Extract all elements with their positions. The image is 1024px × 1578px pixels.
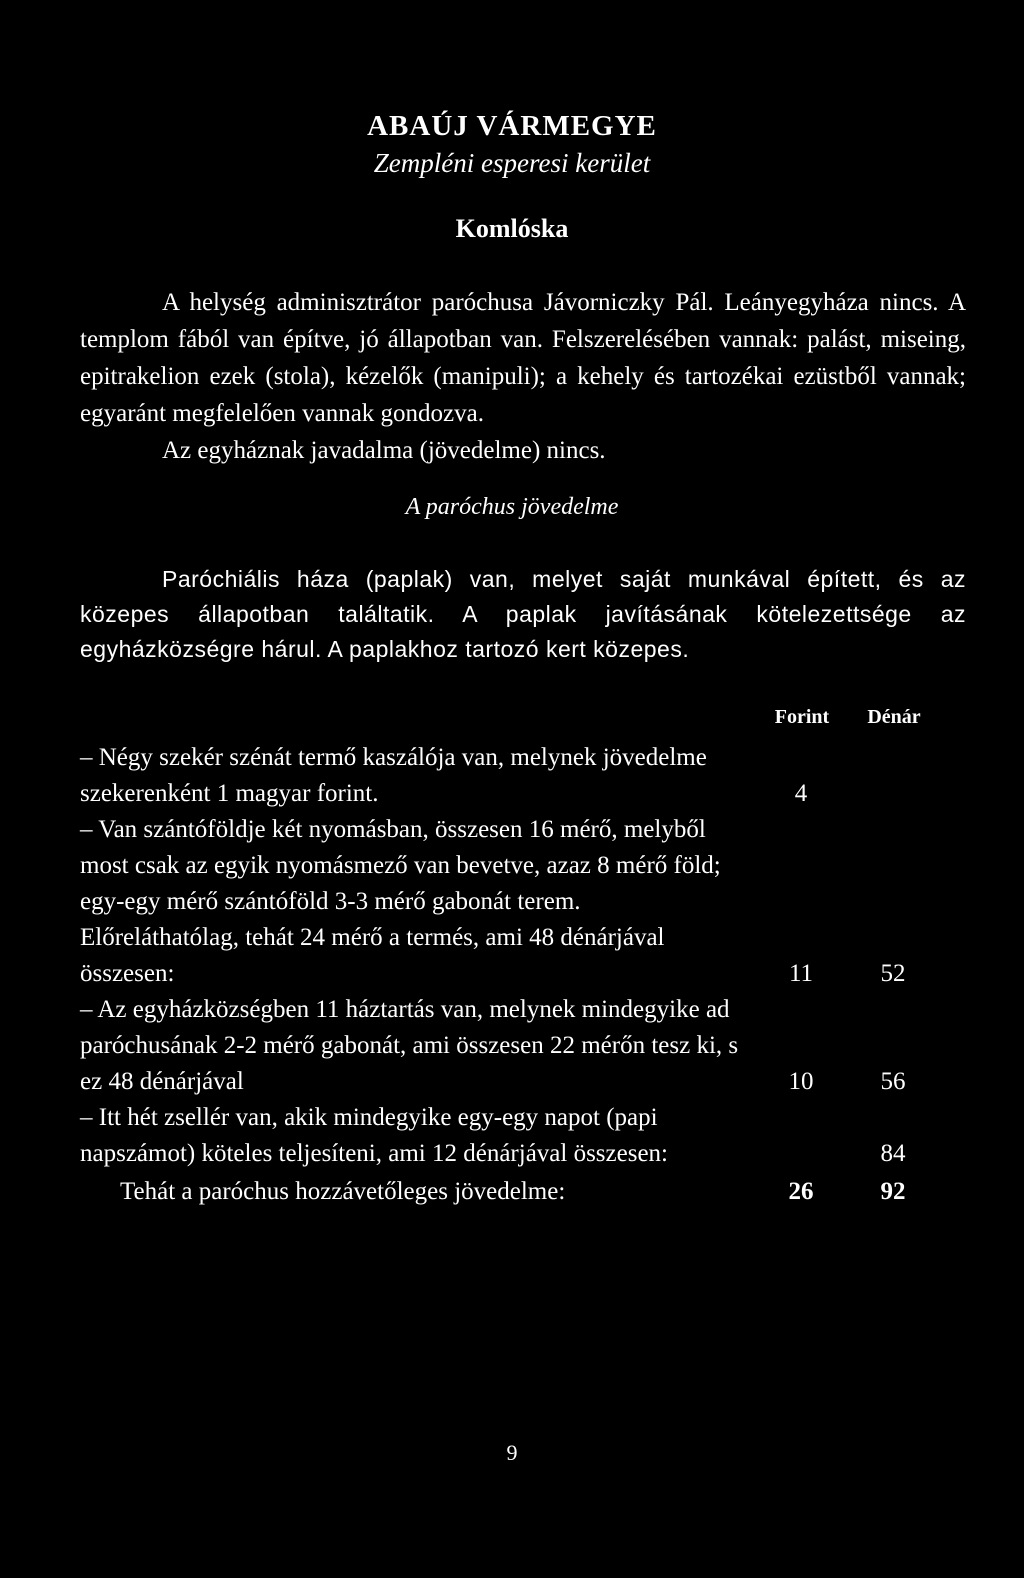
page-number: 9: [506, 1440, 518, 1465]
income-entry-denar: 56: [880, 1068, 906, 1095]
intro-income-text: Az egyháznak javadalma (jövedelme) nincs.: [162, 437, 606, 464]
income-entry-text: – Négy szekér szénát termő kaszálója van, melynek jövedelme szekerenként 1 magyar forint.: [80, 744, 707, 807]
income-entry: [80, 812, 960, 992]
income-entry-text: – Van szántóföldje két nyomásban, összesen 16 mérő, melyből most csak az egyik nyomásmező van bevetve, azaz 8 mérő föld; egy-egy mérő szántóföld 3-3 mérő gabonát terem. Előreláthatólag, tehát 24 mérő a termés, ami 48 dénárjával összesen:: [80, 816, 721, 987]
intro-paragraph: [80, 284, 966, 469]
income-entry-text: – Itt hét zsellér van, akik mindegyike egy-egy napot (papi napszámot) köteles teljesíteni, ami 12 dénárjával összesen:: [80, 1104, 669, 1167]
income-entry-forint: 11: [788, 960, 814, 987]
intro-text: A helység adminisztrátor paróchusa Jávorniczky Pál. Leányegyháza nincs. A templom fából van építve, jó állapotban van. Felszerelésében vannak: palást, miseing, epitrakelion ezek (stola), kézelők (manipuli); a kehely és tartozékai ezüstből vannak; egyaránt megfelelően vannak gondozva.: [80, 289, 966, 427]
district-heading: Zempléni esperesi kerület: [373, 148, 651, 178]
income-total-label: Tehát a paróchus hozzávetőleges jövedelme:: [120, 1178, 566, 1205]
income-entry: [80, 740, 960, 812]
forint-column-header: Forint: [774, 706, 830, 728]
house-text: Paróchiális háza (paplak) van, melyet saját munkával épített, és az közepes állapotban találtatik. A paplak javításának kötelezettsége az egyházközségre hárul. A paplakhoz tartozó kert közepes.: [80, 566, 966, 662]
income-entry: [80, 1100, 960, 1172]
income-entry: [80, 992, 960, 1100]
income-total-forint: 26: [788, 1178, 814, 1205]
income-total-row: [80, 1174, 960, 1210]
income-entry-denar: 84: [880, 1140, 906, 1167]
income-total-denar: 92: [880, 1178, 906, 1205]
income-entry-forint: 4: [794, 780, 808, 807]
denar-column-header: Dénár: [867, 706, 921, 728]
income-entry-forint: 10: [788, 1068, 814, 1095]
house-paragraph: [80, 562, 966, 667]
income-entry-text: – Az egyházközségben 11 háztartás van, melynek mindegyike ad paróchusának 2-2 mérő gabonát, ami összesen 22 mérőn tesz ki, s ez 48 dénárjával: [80, 996, 739, 1095]
income-list: [80, 740, 960, 1210]
village-heading: Komlóska: [455, 214, 569, 243]
county-heading: ABAÚJ VÁRMEGYE: [367, 110, 657, 142]
section-subtitle: A paróchus jövedelme: [405, 494, 619, 520]
income-entry-denar: 52: [880, 960, 906, 987]
